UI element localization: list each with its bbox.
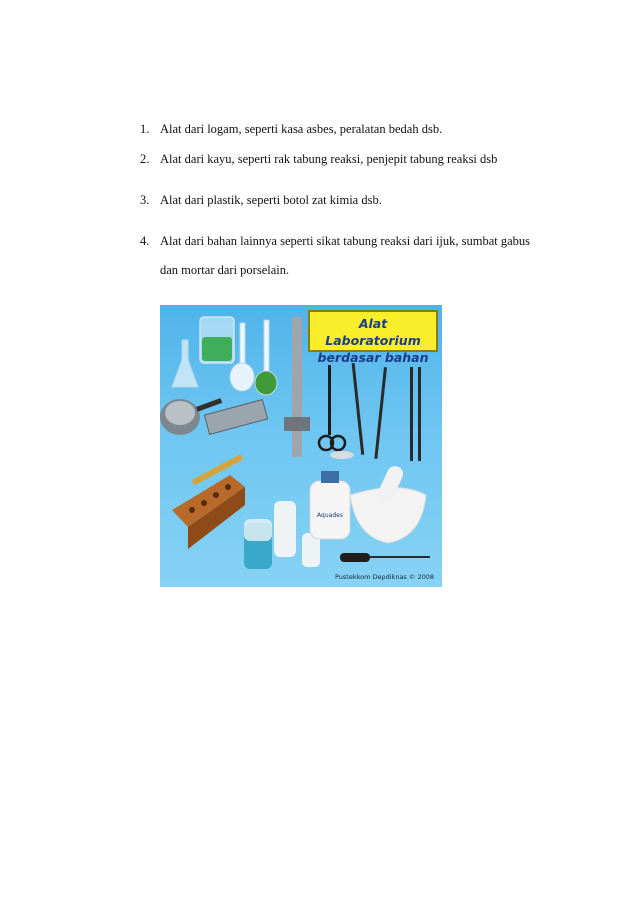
- list-number: 1.: [140, 122, 150, 136]
- wooden-test-tube-rack: [172, 475, 245, 549]
- mortar-and-pestle: [350, 463, 426, 543]
- conical-flask: [172, 340, 198, 387]
- green-volumetric-flask: [255, 320, 277, 395]
- list-text: Alat dari plastik, seperti botol zat kimia dsb.: [160, 193, 382, 207]
- list-item-3: [140, 193, 382, 207]
- lab-equipment-image: [160, 305, 442, 587]
- list-item-4: [140, 234, 530, 248]
- list-item-2: [140, 152, 497, 166]
- figure-title-line-2: berdasar bahan: [317, 350, 429, 365]
- figure-title-line-1: Alat Laboratorium: [325, 316, 421, 348]
- list-number: 2.: [140, 152, 150, 166]
- list-text: Alat dari kayu, seperti rak tabung reaksi, penjepit tabung reaksi dsb: [160, 152, 498, 166]
- wash-bottles: [244, 501, 320, 569]
- list-number: 3.: [140, 193, 150, 207]
- beaker: [200, 317, 234, 363]
- test-tube-brush: [340, 553, 430, 562]
- surgical-tools: [319, 363, 421, 461]
- list-number: 4.: [140, 234, 150, 248]
- small-dish: [330, 451, 354, 459]
- list-text: Alat dari logam, seperti kasa asbes, peralatan bedah dsb.: [160, 122, 443, 136]
- figure-title: [308, 310, 438, 365]
- figure-credit: Pustekkom Depdiknas © 2008: [334, 573, 434, 581]
- list-item-1: [140, 122, 442, 136]
- aquades-bottle: [310, 471, 350, 539]
- bottle-label: Aquades: [317, 512, 343, 519]
- list-item-4-continuation: dan mortar dari porselain.: [160, 263, 290, 277]
- list-text: Alat dari bahan lainnya seperti sikat tabung reaksi dari ijuk, sumbat gabus: [160, 234, 531, 248]
